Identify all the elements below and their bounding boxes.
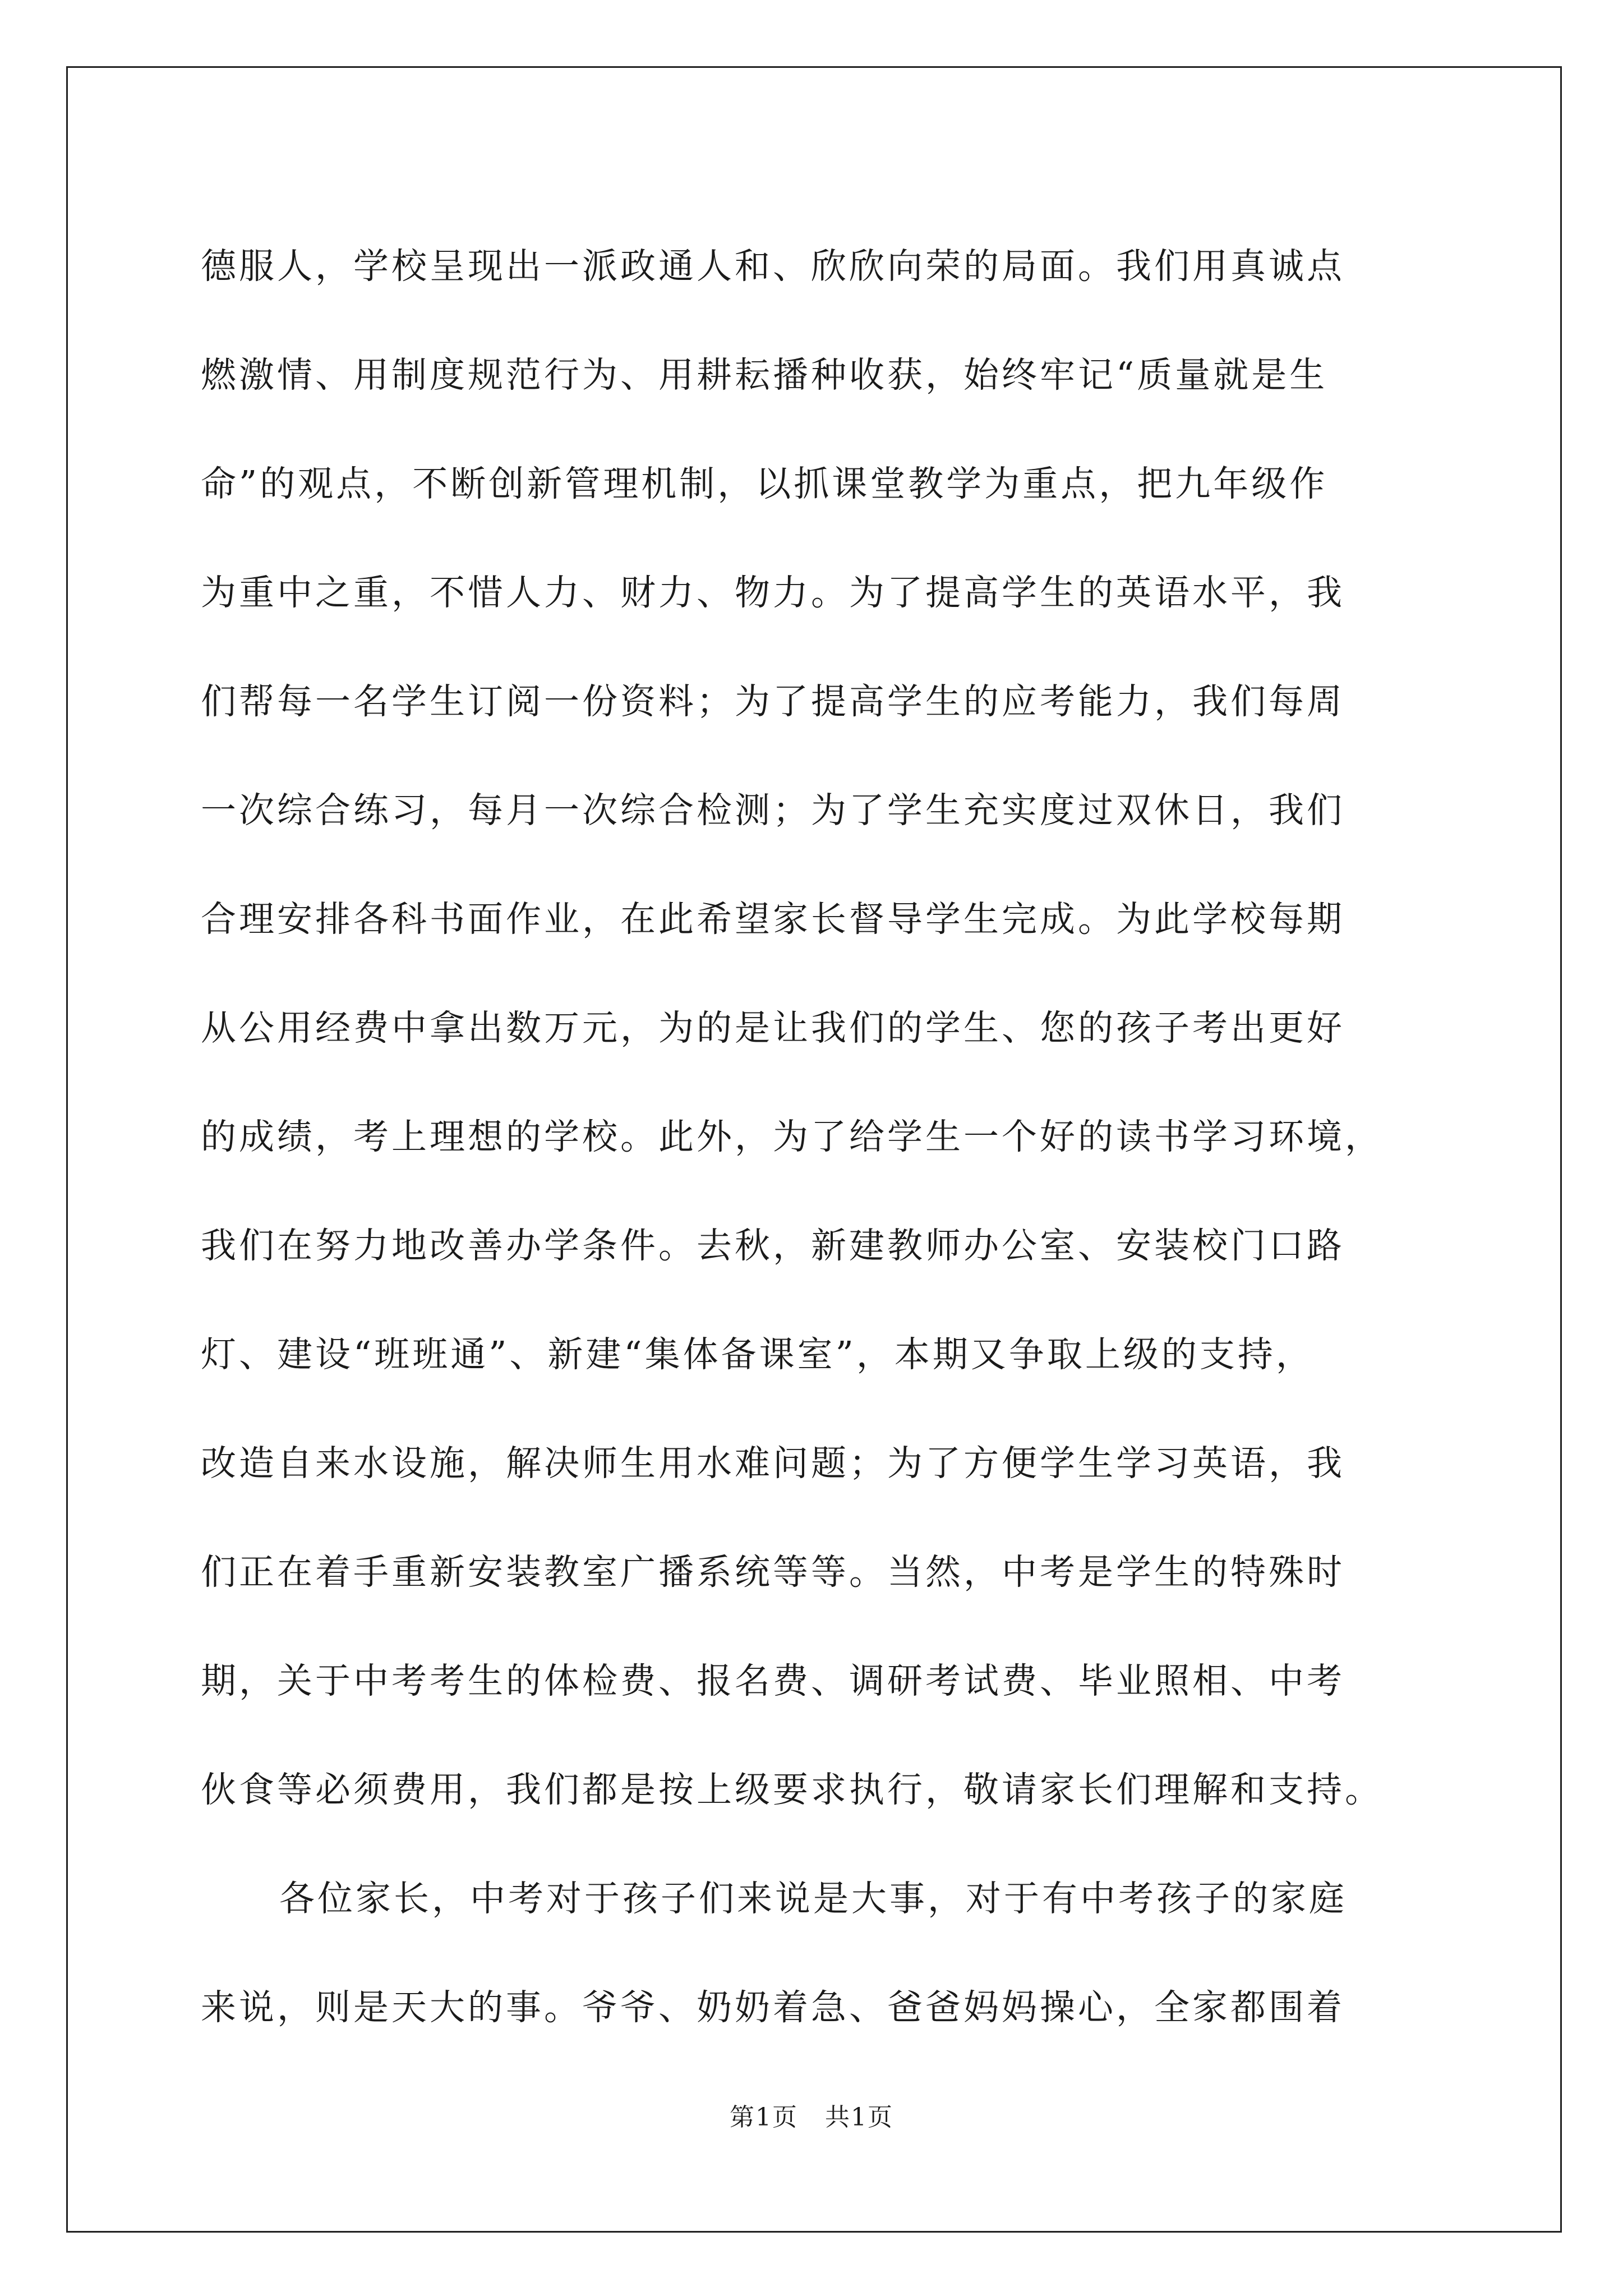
text-line: 们正在着手重新安装教室广播系统等等。当然，中考是学生的特殊时 — [201, 1552, 1345, 1593]
text-line: 各位家长，中考对于孩子们来说是大事，对于有中考孩子的家庭 — [279, 1878, 1347, 1919]
paragraph-2 — [201, 1844, 1435, 2062]
text-line: 燃激情、用制度规范行为、用耕耘播种收获，始终牢记“质量就是生 — [201, 355, 1328, 395]
text-line: 的成绩，考上理想的学校。此外，为了给学生一个好的读书学习环境， — [201, 1116, 1383, 1157]
page-total: 共1页 — [825, 2103, 893, 2132]
paragraph-1 — [201, 212, 1435, 1844]
page-number: 第1页 — [730, 2103, 798, 2132]
page-footer — [0, 2097, 1623, 2133]
text-line: 一次综合练习，每月一次综合检测；为了学生充实度过双休日，我们 — [201, 790, 1345, 831]
text-line: 灯、建设“班班通”、新建“集体备课室”，本期又争取上级的支持， — [201, 1334, 1314, 1375]
text-line: 为重中之重，不惜人力、财力、物力。为了提高学生的英语水平，我 — [201, 572, 1345, 613]
text-line: 德服人，学校呈现出一派政通人和、欣欣向荣的局面。我们用真诚点 — [201, 246, 1345, 287]
text-line: 从公用经费中拿出数万元，为的是让我们的学生、您的孩子考出更好 — [201, 1007, 1345, 1048]
text-line: 合理安排各科书面作业，在此希望家长督导学生完成。为此学校每期 — [201, 899, 1345, 940]
text-line: 命”的观点，不断创新管理机制，以抓课堂教学为重点，把九年级作 — [201, 463, 1328, 504]
document-body — [201, 212, 1435, 2062]
text-line: 们帮每一名学生订阅一份资料；为了提高学生的应考能力，我们每周 — [201, 681, 1345, 722]
text-line: 期，关于中考考生的体检费、报名费、调研考试费、毕业照相、中考 — [201, 1660, 1345, 1701]
text-line: 我们在努力地改善办学条件。去秋，新建教师办公室、安装校门口路 — [201, 1225, 1345, 1266]
text-line: 伙食等必须费用，我们都是按上级要求执行，敬请家长们理解和支持。 — [201, 1769, 1383, 1810]
text-line: 来说，则是天大的事。爷爷、奶奶着急、爸爸妈妈操心，全家都围着 — [201, 1987, 1345, 2028]
text-line: 改造自来水设施，解决师生用水难问题；为了方便学生学习英语，我 — [201, 1443, 1345, 1484]
